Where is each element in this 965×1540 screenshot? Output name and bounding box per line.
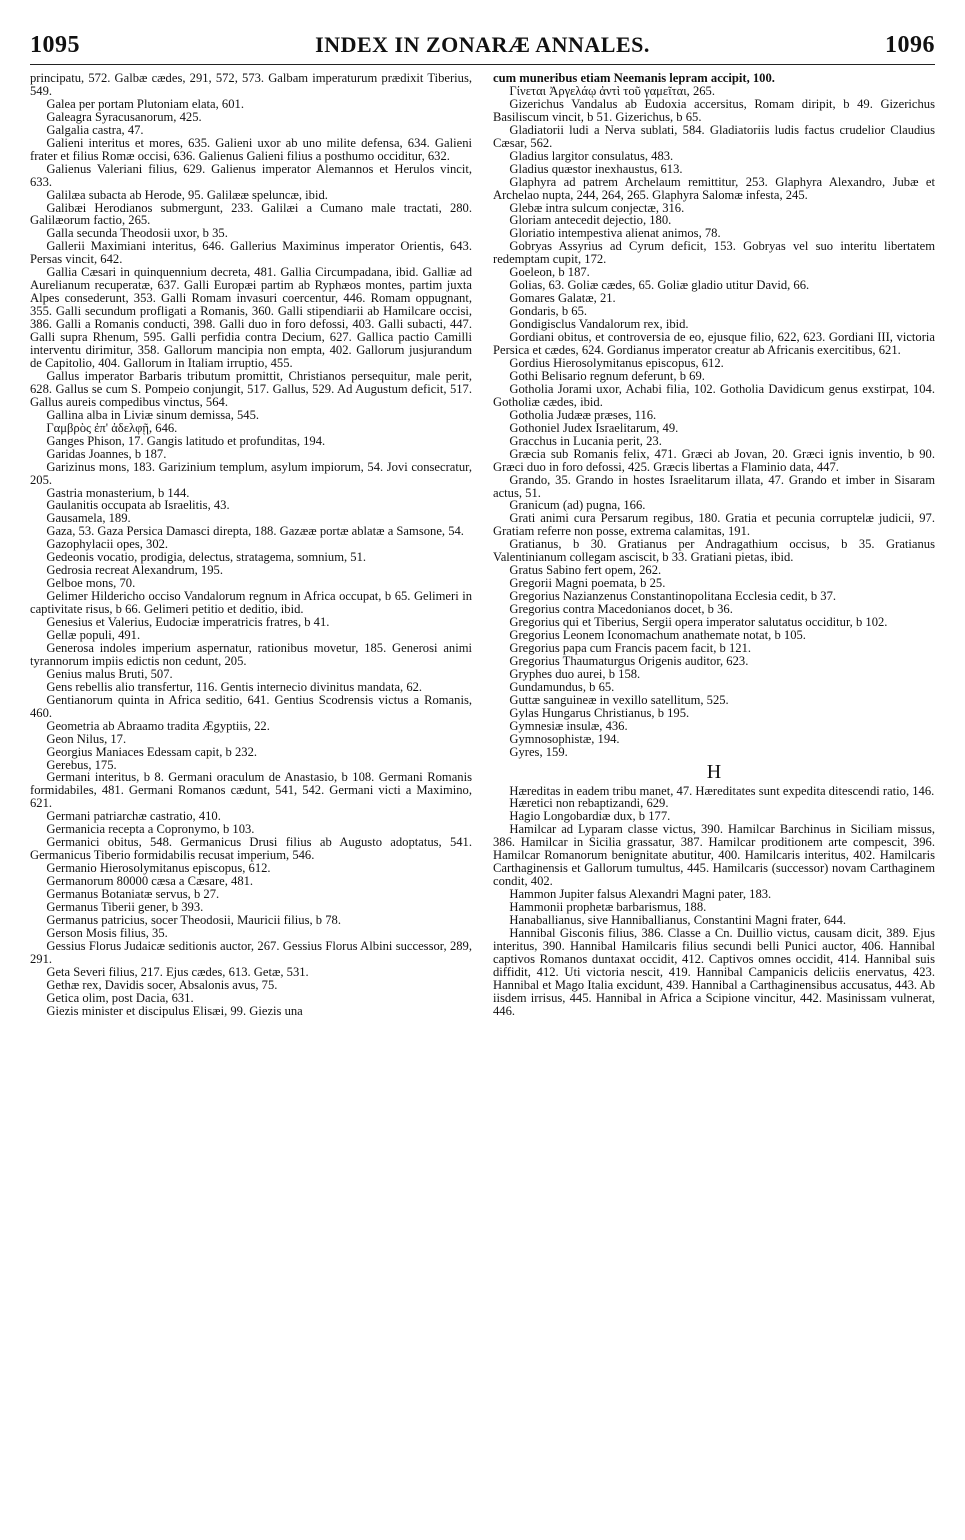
index-entry: Galienus Valeriani filius, 629. Galienus imperator Alemannos et Herulos vincit, 633. xyxy=(30,161,472,189)
index-entry: Germanus Tiberii gener, b 393. xyxy=(46,900,204,914)
index-entry: Gastria monasterium, b 144. xyxy=(46,485,190,500)
index-column-right xyxy=(493,72,935,1532)
index-entry: Gregorius papa cum Francis pacem facit, b 121. xyxy=(509,640,752,655)
index-entry: Grando, 35. Grando in hostes Israelitarum illata, 47. Grando et imber in Sisaram actus, 51. xyxy=(493,472,935,500)
index-entry: Gregorius Thaumaturgus Origenis auditor, 623. xyxy=(509,653,749,668)
index-entry: Gregorius qui et Tiberius, Sergii opera imperator salutatus occiditur, b 102. xyxy=(509,615,888,630)
index-entry: Gothi Belisario regnum deferunt, b 69. xyxy=(509,368,705,383)
index-entry: Goeleon, b 187. xyxy=(509,265,590,280)
index-entry: Gallina alba in Liviæ sinum demissa, 545. xyxy=(46,407,260,422)
index-entry: Gessius Florus Judaicæ seditionis auctor, 267. Gessius Florus Albini successor, 289, 291. xyxy=(30,938,472,966)
index-entry: Galla secunda Theodosii uxor, b 35. xyxy=(46,226,228,241)
index-entry: Galibæi Herodianos submergunt, 233. Galilæi a Cumano male tractati, 280. Galilæorum factio, 265. xyxy=(30,200,472,228)
index-entry: Gladiatorii ludi a Nerva sublati, 584. Gladiatoriis ludis factus crudelior Claudius Cæsar, 562. xyxy=(493,122,935,150)
index-entry: Gratus Sabino fert opem, 262. xyxy=(509,563,662,578)
index-entry: Γαμβρὸς ἐπ' ἀδελφῇ, 646. xyxy=(46,420,178,435)
index-entry: Genius malus Bruti, 507. xyxy=(46,666,173,681)
index-entry: Gazophylacii opes, 302. xyxy=(46,537,169,552)
index-entry: Gylas Hungarus Christianus, b 195. xyxy=(509,705,690,720)
index-entry: Genesius et Valerius, Eudociæ imperatricis fratres, b 41. xyxy=(46,615,330,630)
index-entry: Gregorii Magni poemata, b 25. xyxy=(509,576,666,591)
index-entry: Hæretici non rebaptizandi, 629. xyxy=(509,796,669,811)
index-entry: Germanorum 80000 cæsa a Cæsare, 481. xyxy=(46,874,254,889)
section-letter: H xyxy=(706,760,722,783)
index-entry: Gallerii Maximiani interitus, 646. Gallerius Maximinus imperator Orientis, 643. Persas vincit, 642. xyxy=(30,239,472,267)
index-entry: Germanio Hierosolymitanus episcopus, 612. xyxy=(46,861,271,876)
index-entry: Gentianorum quinta in Africa seditio, 641. Gentius Scodrensis victus a Romanis, 460. xyxy=(30,692,472,720)
index-entry: Gellæ populi, 491. xyxy=(46,627,141,642)
index-entry: Germanici obitus, 548. Germanicus Drusi filius ab Augusto adoptatus, 541. Germanicus Tiberio formidabilis recusat imperium, 546. xyxy=(30,835,472,863)
index-entry: Gaza, 53. Gaza Persica Damasci direpta, 188. Gazææ portæ ablatæ a Samsone, 54. xyxy=(46,524,464,539)
index-entry: Germanicia recepta a Copronymo, b 103. xyxy=(46,822,255,837)
page-number-left: 1095 xyxy=(30,32,80,58)
running-title: INDEX IN ZONARÆ ANNALES. xyxy=(315,32,650,57)
index-entry: Γίνεται Ἀργελάῳ ἀντὶ τοῦ γαμεῖται, 265. xyxy=(509,83,715,98)
index-entry: Gaulanitis occupata ab Israelitis, 43. xyxy=(46,498,230,513)
index-entry: Hanaballianus, sive Hanniballianus, Constantini Magni frater, 644. xyxy=(509,913,847,928)
index-entry: Gymnosophistæ, 194. xyxy=(509,731,620,746)
index-entry: Gallus imperator Barbaris tributum promittit, Christianos persequitur, male perit, 628. Gallus se cum S. Pompeio conjungit, 517. Gallus, 529. Ad Augustum deficit, 517. Gallus aureis compedibus vinctus, 564. xyxy=(30,368,472,409)
index-entry: Garizinus mons, 183. Garizinium templum, asylum impiorum, 54. Jovi consecratur, 205. xyxy=(30,459,472,487)
index-entry: Geometria ab Abraamo tradita Ægyptiis, 22. xyxy=(46,718,270,733)
index-entry: Hammon Jupiter falsus Alexandri Magni pater, 183. xyxy=(509,887,772,902)
index-entry: Gothoniel Judex Israelitarum, 49. xyxy=(509,420,679,435)
index-entry: Gelimer Hildericho occiso Vandalorum regnum in Africa occupat, b 65. Gelimeri in captivitate risus, b 66. Gelimeri petitio et deditio, ibid. xyxy=(30,589,472,617)
index-entry: Græcia sub Romanis felix, 471. Græci ab Jovan, 20. Græci ignis inventio, b 90. Græci duo in foro defossi, 425. Græcis libertas a Flaminio data, 447. xyxy=(493,446,935,474)
index-entry: Gotholia Judææ præses, 116. xyxy=(509,407,657,422)
index-entry: Hamilcar ad Lyparam classe victus, 390. Hamilcar Barchinus in Siciliam missus, 386. Hamilcar in Sicilia grassatur, 387. Hamilcar proditionem arte compescit, 396. Hamilcar Romanorum benignitate abutitur, 400. Hamilcaris interitus, 402. Hamilcaris Carthaginensis et Gallorum tumultus, 445. Hamilcaris (successor) novam Carthaginem condit, 402. xyxy=(493,822,935,889)
index-entry: Glaphyra ad patrem Archelaum remittitur, 253. Glaphyra Alexandro, Jubæ et Archelao nupta, 244, 264, 265. Glaphyra Salomæ infesta, 245. xyxy=(493,174,935,202)
index-entry: Gundamundus, b 65. xyxy=(509,679,615,694)
index-entry: Gladius largitor consulatus, 483. xyxy=(509,148,674,163)
index-entry: Gregorius Nazianzenus Constantinopolitana Ecclesia cedit, b 37. xyxy=(509,589,837,604)
index-entry: Gens rebellis alio transfertur, 116. Gentis internecio divinitus mandata, 62. xyxy=(46,679,423,694)
index-entry: Gobryas Assyrius ad Cyrum deficit, 153. Gobryas vel suo interitu libertatem redemptam cupit, 172. xyxy=(493,239,935,267)
index-entry: Hagio Longobardiæ dux, b 177. xyxy=(509,809,671,824)
index-entry: Gomares Galatæ, 21. xyxy=(509,291,616,306)
index-entry: Gratianus, b 30. Gratianus per Andragathium occisus, b 35. Gratianus Valentinianum collegam asciscit, b 33. Gratiani pietas, ibid. xyxy=(493,537,935,565)
index-entry: Gyres, 159. xyxy=(509,744,568,759)
index-entry: cum muneribus etiam Neemanis lepram accipit, 100. xyxy=(493,72,775,85)
index-entry: Generosa indoles imperium aspernatur, rationibus movetur, 185. Generosi animi tyrannorum impiis edictis non cedunt, 205. xyxy=(30,640,472,668)
index-entry: Galieni interitus et mores, 635. Galieni uxor ab uno milite defensa, 634. Galieni frater et filius Romæ occisi, 636. Galienus Galieni filius a posthumo occiditur, 632. xyxy=(30,135,472,163)
index-entry: Grati animi cura Persarum regibus, 180. Gratia et pecunia corruptelæ judicii, 97. Gratiam referre non posse, extrema calamitas, 191. xyxy=(493,511,935,539)
index-column-left xyxy=(30,72,472,1532)
index-entry: Giezis minister et discipulus Elisæi, 99. Giezis una xyxy=(46,1003,303,1018)
index-entry: Germanus Botaniatæ servus, b 27. xyxy=(46,887,220,902)
index-entry: Gracchus in Lucania perit, 23. xyxy=(509,433,662,448)
index-entry: principatu, 572. Galbæ cædes, 291, 572, 573. Galbam imperaturum prædixit Tiberius, 549. xyxy=(30,72,472,98)
index-entry: Galilæa subacta ab Herode, 95. Galilææ speluncæ, ibid. xyxy=(46,187,328,202)
index-entry: Galea per portam Plutoniam elata, 601. xyxy=(46,96,244,111)
index-entry: Georgius Maniaces Edessam capit, b 232. xyxy=(46,744,258,759)
index-entry: Gondigisclus Vandalorum rex, ibid. xyxy=(509,317,689,332)
index-entry: Hannibal Gisconis filius, 386. Classe a Cn. Duillio victus, causam dicit, 389. Ejus interitus, 390. Hannibal Hamilcaris filius secundi belli Punici auctor, 406. Hannibal captivos Romanos duntaxat occidit, 412. Captivos omnes occidit, 414. Hannibal suis diffidit, 412. Uti victoria nescit, 419. Hannibal Campanicis deliciis enervatus, 423. Hannibal et Mago Italia excidunt, 439. Hannibal a Carthaginensibus accusatus, 443. Ab iisdem irrisus, 445. Hannibal in Africa a Scipione vincitur, 442. Masinissam vulnerat, 446. xyxy=(493,926,935,1018)
index-entry: Ganges Phison, 17. Gangis latitudo et profunditas, 194. xyxy=(46,433,326,448)
index-entry: Gedeonis vocatio, prodigia, delectus, stratagema, somnium, 51. xyxy=(46,550,367,565)
index-entry: Guttæ sanguineæ in vexillo satellitum, 525. xyxy=(509,692,729,707)
index-entry: Germanus patricius, socer Theodosii, Mauricii filius, b 78. xyxy=(46,912,341,927)
index-entry: Geta Severi filius, 217. Ejus cædes, 613. Getæ, 531. xyxy=(46,964,309,979)
index-entry: Gallia Cæsari in quinquennium decreta, 481. Gallia Circumpadana, ibid. Galliæ ad Aurelianum recuperatæ, 637. Galli Europæi partim ab Ryphæos montes, partim juxta Alpes consederunt, 353. Galli Romam invasuri coercentur, 446. Romam oppugnant, 355. Galli secundum profligati a Romanis, 360. Galli stipendiarii ab Hamilcare occisi, 386. Galli a Romanis conducti, 398. Galli duo in foro defossi, 403. Galli subacti, 447. Galli supra Rhenum, 595. Galli perfidia contra Decium, 627. Gallica pactio Camilli interventu dirimitur, 358. Gallorum mancipia non empta, 402. Gallorum jusjurandum de Capitolio, 404. Gallorum in Italiam irruptio, 455. xyxy=(30,265,472,370)
page-header xyxy=(30,28,935,65)
index-entry: Gelboe mons, 70. xyxy=(46,576,136,591)
index-entry: Granicum (ad) pugna, 166. xyxy=(509,498,646,513)
index-entry: Garidas Joannes, b 187. xyxy=(46,446,167,461)
index-entry: Glebæ intra sulcum conjectæ, 316. xyxy=(509,200,685,215)
index-entry: Gotholia Jorami uxor, Achabi filia, 102. Gotholia Davidicum genus exstirpat, 104. Gotholiæ cædes, ibid. xyxy=(493,381,935,409)
index-entry: Hæreditas in eadem tribu manet, 47. Hæreditates sunt expedita ditescendi ratio, 146. xyxy=(509,783,935,798)
index-entry: Gerson Mosis filius, 35. xyxy=(46,925,168,940)
index-entry: Gordius Hierosolymitanus episcopus, 612. xyxy=(509,355,724,370)
index-entry: Gregorius Leonem Iconomachum anathemate notat, b 105. xyxy=(509,627,806,642)
index-entry: Gizerichus Vandalus ab Eudoxia accersitus, Romam diripit, b 49. Gizerichus Basiliscum vincit, b 51. Gizerichus, b 65. xyxy=(493,96,935,124)
index-entry: Geon Nilus, 17. xyxy=(46,731,127,746)
index-entry: Hammonii prophetæ barbarismus, 188. xyxy=(509,900,707,915)
index-entry: Gondaris, b 65. xyxy=(509,304,588,319)
index-entry: Gregorius contra Macedonianos docet, b 36. xyxy=(509,602,733,617)
index-entry: Gausamela, 189. xyxy=(46,511,131,526)
index-entry: Germani interitus, b 8. Germani oraculum de Anastasio, b 108. Germani Romanis formidabiles, 481. Germani Romanos cædunt, 541, 542. Germani victi a Maximino, 621. xyxy=(30,770,472,811)
index-entry: Gloriam antecedit dejectio, 180. xyxy=(509,213,672,228)
index-entry: Galgalia castra, 47. xyxy=(46,122,144,137)
index-entry: Gryphes duo aurei, b 158. xyxy=(509,666,641,681)
index-entry: Gerebus, 175. xyxy=(46,757,117,772)
index-entry: Getica olim, post Dacia, 631. xyxy=(46,990,194,1005)
index-entry: Galeagra Syracusanorum, 425. xyxy=(46,109,202,124)
index-entry: Gethæ rex, Davidis socer, Absalonis avus, 75. xyxy=(46,977,278,992)
index-entry: Gladius quæstor inexhaustus, 613. xyxy=(509,161,683,176)
index-entry: Gymnesiæ insulæ, 436. xyxy=(509,718,628,733)
index-entry: Germani patriarchæ castratio, 410. xyxy=(46,809,221,824)
index-entry: Golias, 63. Goliæ cædes, 65. Goliæ gladio utitur David, 66. xyxy=(509,278,810,293)
index-entry: Gordiani obitus, et controversia de eo, ejusque filio, 622, 623. Gordiani III, victoria Persica et cædes, 624. Gordianus imperator creatur ab Africanis exercitibus, 621. xyxy=(493,330,935,358)
index-entry: Gloriatio intempestiva alienat animos, 78. xyxy=(509,226,721,241)
page-number-right: 1096 xyxy=(885,32,935,58)
index-entry: Gedrosia recreat Alexandrum, 195. xyxy=(46,563,223,578)
